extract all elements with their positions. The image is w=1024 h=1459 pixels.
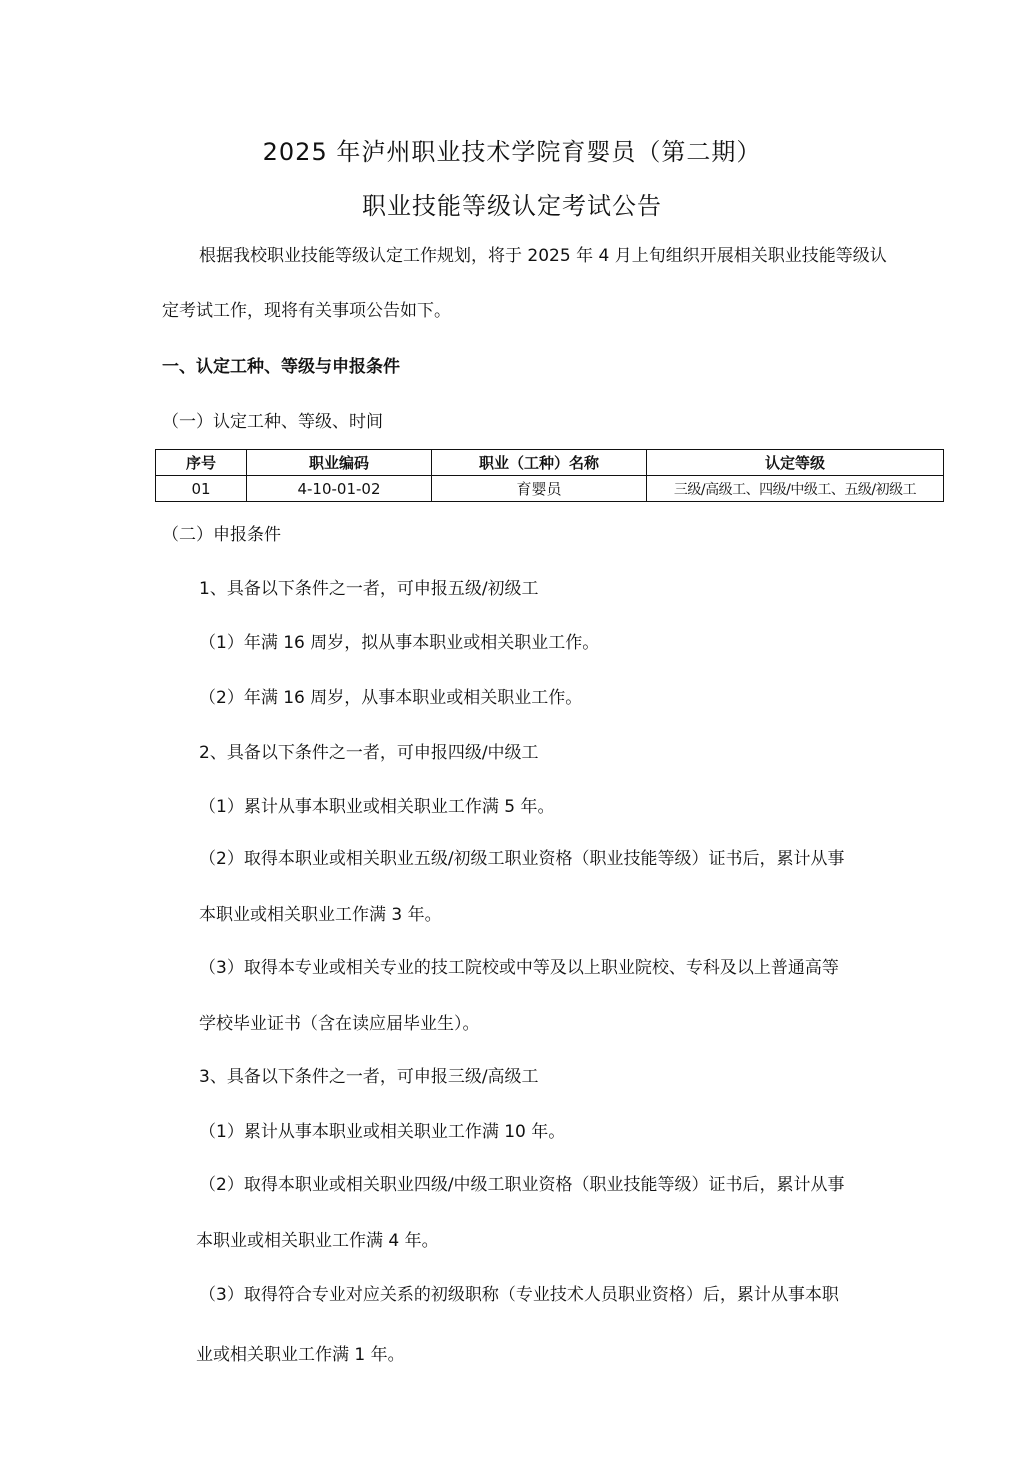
condition-item: （2）取得本职业或相关职业五级/初级工职业资格（职业技能等级）证书后，累计从事	[199, 849, 845, 869]
condition-item: （2）年满 16 周岁，从事本职业或相关职业工作。	[199, 688, 583, 708]
condition-heading: 2、具备以下条件之一者，可申报四级/中级工	[199, 743, 539, 763]
document-subtitle: 职业技能等级认定考试公告	[362, 192, 662, 220]
condition-item-continued: 学校毕业证书（含在读应届毕业生）。	[199, 1014, 480, 1034]
condition-heading: 3、具备以下条件之一者，可申报三级/高级工	[199, 1067, 539, 1087]
condition-item: （2）取得本职业或相关职业四级/中级工职业资格（职业技能等级）证书后，累计从事	[199, 1175, 845, 1195]
table-cell: 4-10-01-02	[247, 476, 432, 502]
subsection-heading: （一）认定工种、等级、时间	[162, 412, 383, 432]
condition-item-continued: 本职业或相关职业工作满 3 年。	[199, 905, 442, 925]
condition-item-continued: 业或相关职业工作满 1 年。	[196, 1345, 405, 1365]
intro-paragraph-line: 根据我校职业技能等级认定工作规划，将于 2025 年 4 月上旬组织开展相关职业技能等级认	[199, 246, 887, 266]
table-header-cell: 认定等级	[647, 450, 944, 476]
table-cell: 育婴员	[432, 476, 647, 502]
section-heading: 一、认定工种、等级与申报条件	[162, 357, 400, 377]
condition-item: （3）取得符合专业对应关系的初级职称（专业技术人员职业资格）后，累计从事本职	[199, 1285, 839, 1305]
certification-table	[155, 449, 944, 502]
table-cell: 三级/高级工、四级/中级工、五级/初级工	[647, 476, 944, 502]
intro-paragraph-line: 定考试工作，现将有关事项公告如下。	[162, 301, 451, 321]
condition-item: （1）年满 16 周岁，拟从事本职业或相关职业工作。	[199, 633, 600, 653]
table-header-cell: 职业（工种）名称	[432, 450, 647, 476]
table-row	[156, 476, 944, 502]
condition-item: （3）取得本专业或相关专业的技工院校或中等及以上职业院校、专科及以上普通高等	[199, 958, 839, 978]
document-title: 2025 年泸州职业技术学院育婴员（第二期）	[262, 138, 762, 166]
condition-item: （1）累计从事本职业或相关职业工作满 5 年。	[199, 797, 555, 817]
table-header-cell: 序号	[156, 450, 247, 476]
subsection-heading: （二）申报条件	[162, 525, 281, 545]
condition-heading: 1、具备以下条件之一者，可申报五级/初级工	[199, 579, 539, 599]
table-header-row	[156, 450, 944, 476]
table-cell: 01	[156, 476, 247, 502]
table-header-cell: 职业编码	[247, 450, 432, 476]
condition-item-continued: 本职业或相关职业工作满 4 年。	[196, 1231, 439, 1251]
condition-item: （1）累计从事本职业或相关职业工作满 10 年。	[199, 1122, 566, 1142]
